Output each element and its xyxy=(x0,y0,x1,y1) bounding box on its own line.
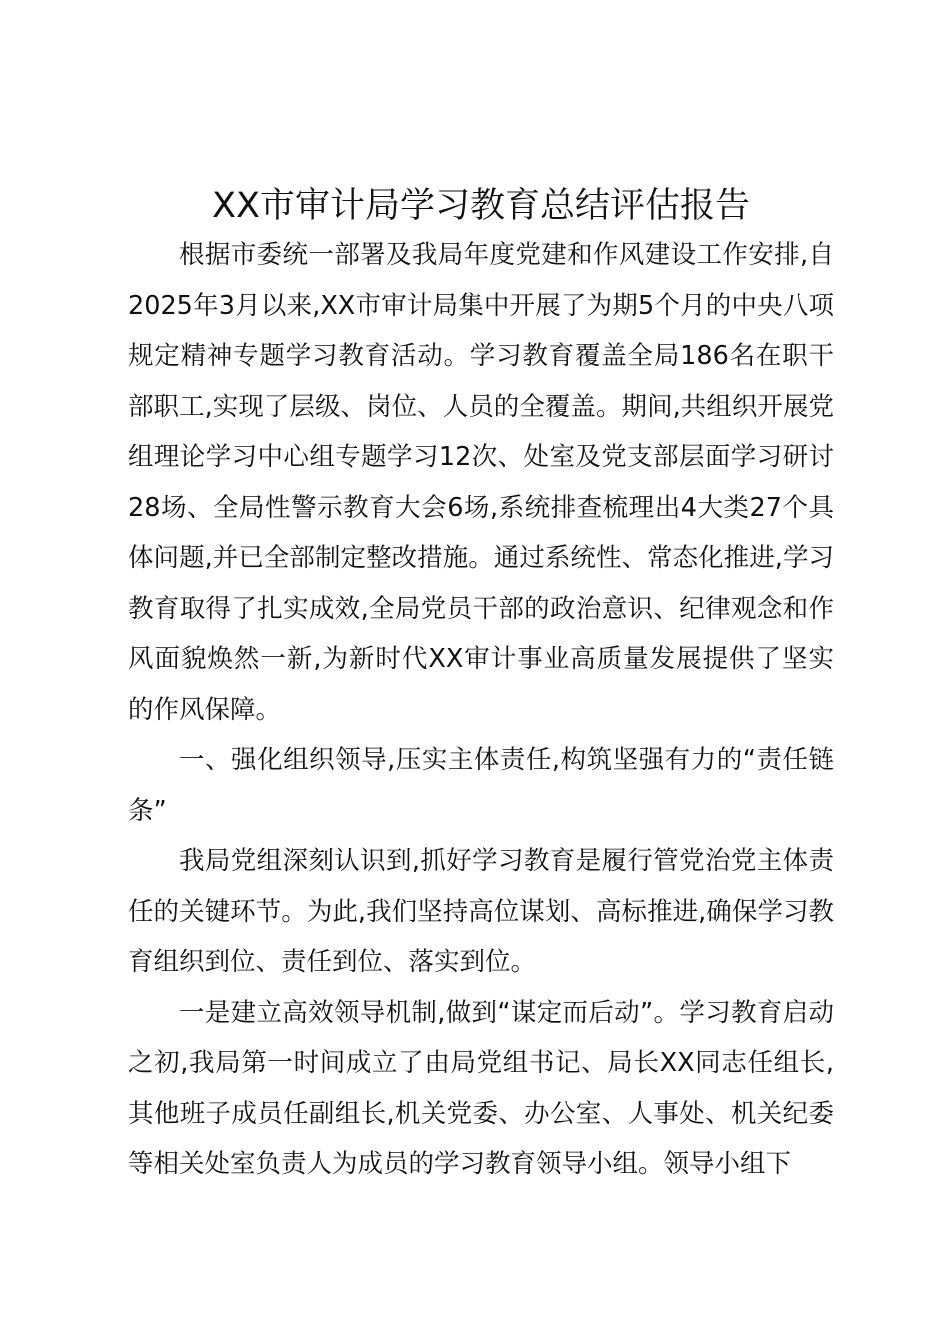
section-heading-1: 一、强化组织领导,压实主体责任,构筑坚强有力的“责任链条” xyxy=(128,745,834,826)
section-1-paragraph-1: 我局党组深刻认识到,抓好学习教育是履行管党治党主体责任的关键环节。为此,我们坚持高位谋划、高标推进,确保学习教育组织到位、责任到位、落实到位。 xyxy=(128,846,834,977)
document-body xyxy=(128,182,834,1190)
section-1-paragraph-2: 一是建立高效领导机制,做到“谋定而后动”。学习教育启动之初,我局第一时间成立了由局党组书记、局长XX同志任组长,其他班子成员任副组长,机关党委、办公室、人事处、机关纪委等相关处室负责人为成员的学习教育领导小组。领导小组下 xyxy=(128,997,834,1179)
document-title: XX市审计局学习教育总结评估报告 xyxy=(212,186,750,226)
intro-paragraph: 根据市委统一部署及我局年度党建和作风建设工作安排,自2025年3月以来,XX市审计局集中开展了为期5个月的中央八项规定精神专题学习教育活动。学习教育覆盖全局186名在职干部职工,实现了层级、岗位、人员的全覆盖。期间,共组织开展党组理论学习中心组专题学习12次、处室及党支部层面学习研讨28场、全局性警示教育大会6场,系统排查梳理出4大类27个具体问题,并已全部制定整改措施。通过系统性、常态化推进,学习教育取得了扎实成效,全局党员干部的政治意识、纪律观念和作风面貌焕然一新,为新时代XX审计事业高质量发展提供了坚实的作风保障。 xyxy=(128,240,834,725)
